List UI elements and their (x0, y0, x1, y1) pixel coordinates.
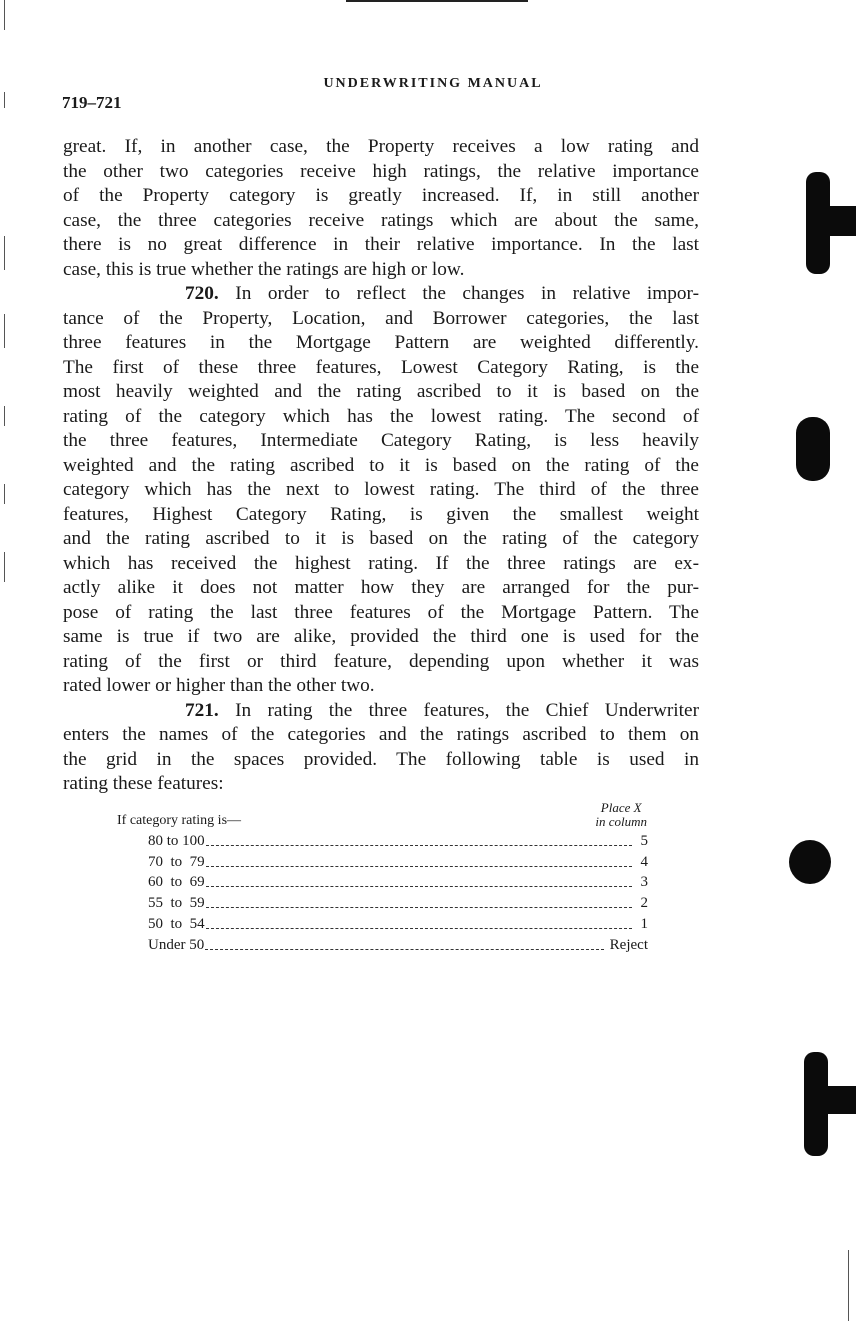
text-line: actly alike it does not matter how they are arranged for the pur- (63, 577, 699, 598)
text-line: case, this is true whether the ratings are high or low. (63, 258, 465, 280)
top-edge-rule (346, 0, 528, 2)
rating-table (148, 829, 648, 954)
text-line: great. If, in another case, the Property receives a low rating and (63, 136, 699, 157)
text-line: same is true if two are alike, provided the third one is used for the (63, 626, 699, 647)
running-header: UNDERWRITING MANUAL (323, 76, 543, 91)
scan-edge-mark (4, 0, 5, 30)
text-line: weighted and the rating ascribed to it is based on the rating of the (63, 454, 699, 476)
text-line: The first of these three features, Lowest Category Rating, is the (63, 356, 699, 378)
body-text (63, 135, 699, 797)
text-line: the grid in the spaces provided. The following table is used in (63, 748, 699, 770)
scan-edge-mark (4, 92, 5, 108)
text-line: rating these features: (63, 773, 224, 794)
punch-hole-mark (789, 840, 831, 884)
text-line: rating of the first or third feature, depending upon whether it was (63, 650, 699, 672)
rating-range: 70 to 79 (148, 853, 205, 870)
text-line: case, the three categories receive ratings which are about the same, (63, 209, 699, 231)
column-number: 1 (640, 915, 648, 932)
text-line: of the Property category is greatly increased. If, in still another (63, 185, 699, 206)
rating-range: 50 to 54 (148, 915, 205, 932)
text-line: three features in the Mortgage Pattern are weighted differently. (63, 332, 699, 353)
text-line: features, Highest Category Rating, is given the smallest weight (63, 503, 699, 525)
punch-hole-mark (796, 417, 830, 481)
rating-range: 60 to 69 (148, 874, 205, 891)
dot-leader (206, 886, 632, 887)
text-line: the other two categories receive high ratings, the relative importance (63, 160, 699, 182)
table-row (148, 829, 648, 850)
section-720-first-line: 720. In order to reflect the changes in relative impor- (185, 283, 699, 304)
binder-clip-mark (804, 1052, 828, 1156)
text-line: most heavily weighted and the rating ascribed to it is based on the (63, 381, 699, 402)
text-line: enters the names of the categories and the ratings ascribed to them on (63, 724, 699, 745)
section-721-first-line: 721. In rating the three features, the Chief Underwriter (185, 699, 699, 721)
table-left-header: If category rating is— (117, 813, 242, 828)
section-range: 719–721 (62, 93, 122, 112)
column-number: Reject (609, 936, 648, 953)
text-line: the three features, Intermediate Category Rating, is less heavily (63, 430, 699, 451)
section-number: 721. (185, 699, 219, 721)
table-row (148, 871, 648, 892)
text-line: tance of the Property, Location, and Borrower categories, the last (63, 307, 699, 329)
binder-clip-mark (826, 206, 856, 236)
table-row (148, 933, 648, 954)
table-row (148, 891, 648, 912)
table-row (148, 850, 648, 871)
dot-leader (206, 866, 632, 867)
column-number: 4 (640, 853, 648, 870)
dot-leader (206, 845, 632, 846)
scan-edge-mark (848, 1250, 849, 1321)
rating-range: Under 50 (148, 936, 205, 953)
column-number: 3 (640, 874, 648, 891)
column-number: 2 (640, 895, 648, 912)
scan-edge-mark (4, 236, 5, 270)
text-line: rating of the category which has the lowest rating. The second of (63, 405, 699, 427)
scan-edge-mark (4, 314, 5, 348)
rating-range: 55 to 59 (148, 895, 205, 912)
table-right-header: Place X in column (595, 800, 647, 829)
text-line: pose of rating the last three features of the Mortgage Pattern. The (63, 601, 699, 623)
text-line: and the rating ascribed to it is based on the rating of the category (63, 528, 699, 549)
column-number: 5 (640, 832, 648, 849)
dot-leader (205, 949, 603, 950)
section-number: 720. (185, 283, 219, 304)
scan-edge-mark (4, 552, 5, 582)
dot-leader (206, 928, 632, 929)
scan-edge-mark (4, 406, 5, 426)
text-line: there is no great difference in their relative importance. In the last (63, 234, 699, 255)
binder-clip-mark (826, 1086, 856, 1114)
text-line: rated lower or higher than the other two. (63, 675, 375, 696)
text-line: category which has the next to lowest rating. The third of the three (63, 479, 699, 500)
text-line: which has received the highest rating. If the three ratings are ex- (63, 552, 699, 574)
table-row (148, 912, 648, 933)
rating-range: 80 to 100 (148, 832, 205, 849)
scan-edge-mark (4, 484, 5, 504)
dot-leader (206, 907, 632, 908)
